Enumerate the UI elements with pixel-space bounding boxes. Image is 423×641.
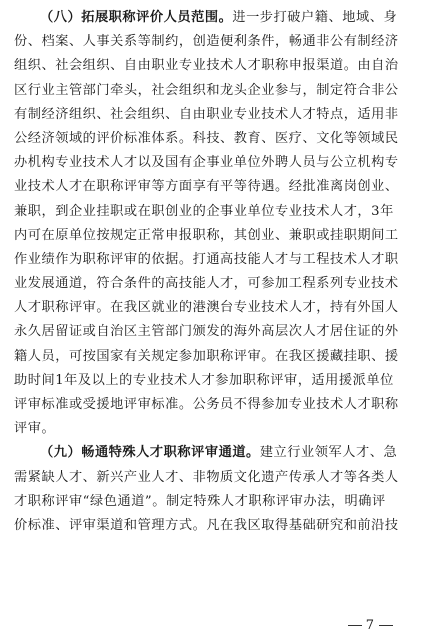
section-9-line: 才职称评审“绿色通道”。制定特殊人才职称评审办法，明确评 [14,493,386,509]
section-8-line: 助时间1年及以上的专业技术人才参加职称评审，适用援派单位 [14,372,394,388]
section-8-line: 区行业主管部门牵头，社会组织和龙头企业参与，制定符合非公 [14,82,399,98]
paragraph-9-first-line [14,441,412,465]
section-8-line: 人才职称评审。在我区就业的港澳台专业技术人才，持有外国人 [14,300,399,316]
section-8-line: 有制经济组织、社会组织、自由职业专业技术人才特点，适用非 [14,106,399,122]
section-8-line: 籍人员，可按国家有关规定参加职称评审。在我区援藏挂职、援 [14,348,399,364]
paragraph-8-first-line [14,6,412,30]
section-8-line: 份、档案、人事关系等制约，创造便利条件，畅通非公有制经济 [14,34,399,50]
page-number-right-dash [379,625,393,626]
section-8-line: 内可在原单位按规定正常申报职称，其创业、兼职或挂职期间工 [14,227,399,243]
section-8-line: 评审标准或受援地评审标准。公务员不得参加专业技术人才职称 [14,397,399,412]
section-8-line: 作业绩作为职称评审的依据。打通高技能人才与工程技术人才职 [14,251,399,267]
section-9-line: 建立行业领军人才、急 [259,445,398,461]
section-9-line: 需紧缺人才、新兴产业人才、非物质文化遗产传承人才等各类人 [14,469,399,485]
section-9-heading: （九）畅通特殊人才职称评审通道。 [40,445,260,461]
section-8-line: 办机构专业技术人才以及国有企事业单位外聘人员与公立机构专 [14,155,399,171]
section-8-line: 评审。 [14,421,56,437]
page-number-left-dash [348,625,362,626]
section-8-line: 兼职，到企业挂职或在职创业的企事业单位专业技术人才，3年 [14,203,394,219]
section-8-line: 进一步打破户籍、地域、身 [232,10,398,25]
section-9-line: 价标准、评审渠道和管理方式。凡在我区取得基础研究和前沿技 [14,517,399,533]
document-body [14,6,412,538]
section-8-line: 组织、社会组织、自由职业专业技术人才职称申报渠道。由自治 [14,58,399,74]
section-8-line: 公经济领域的评价标准体系。科技、教育、医疗、文化等领域民 [14,130,399,146]
section-8-line: 永久居留证或自治区主管部门颁发的海外高层次人才居住证的外 [14,324,399,340]
section-8-line: 业技术人才在职称评审等方面享有平等待遇。经批准离岗创业、 [14,179,399,195]
section-8-line: 业发展通道，符合条件的高技能人才，可参加工程系列专业技术 [14,276,399,292]
section-8-heading: （八）拓展职称评价人员范围。 [40,10,233,25]
page-number [344,618,397,633]
page-number-value: 7 [365,618,375,633]
